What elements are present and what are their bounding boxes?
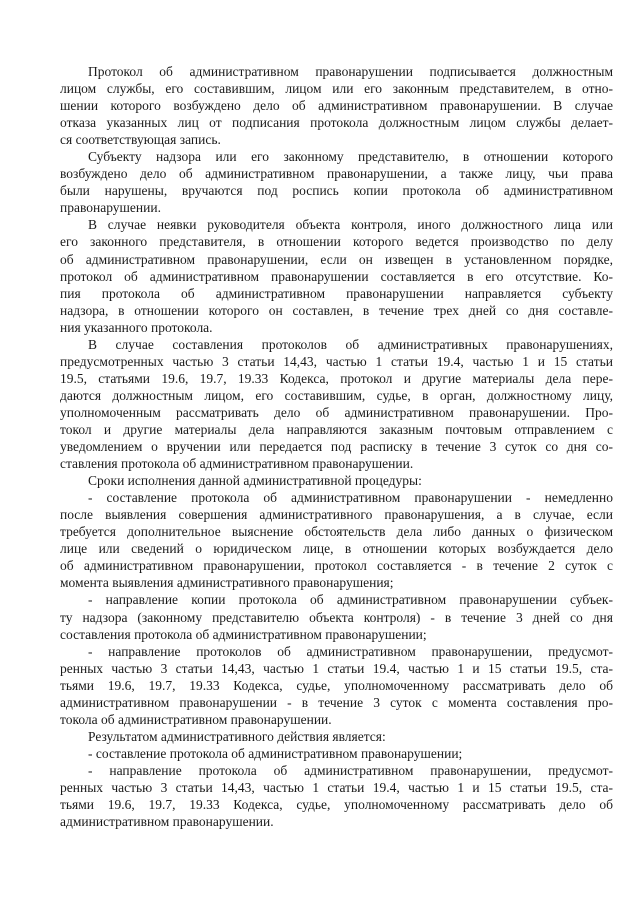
text-line: уполномоченным рассматривать дело об административном правонарушении. Про- [60,404,613,420]
text-line: тьями 19.6, 19.7, 19.33 Кодекса, судье, уполномоченному рассматривать дело об [60,797,613,813]
paragraph-first-line: - составление протокола об административном правонарушении - немедленно [88,490,613,506]
text-line: даются должностным лицом, его составившим, судье, в орган, должностному лицу, [60,387,613,403]
text-line: правонарушении. [60,200,161,216]
text-line: административном правонарушении. [60,814,274,830]
text-line: возбуждено дело об административном правонарушении, а также лицу, чьи права [60,166,613,182]
text-line: административном правонарушении - в течение 3 суток с момента составления про- [60,694,613,710]
paragraph-first-line: - направление протокола об административном правонарушении, предусмот- [88,762,613,778]
paragraph-first-line: - направление протоколов об административном правонарушении, предусмот- [88,643,613,659]
text-line: пия протокола об административном правонарушении направляется субъекту [60,285,613,301]
text-line: об административном правонарушении, если он извещен в установленном порядке, [60,251,613,267]
text-line: протокол об административном правонарушении составляется в его отсутствие. Ко- [60,268,613,284]
paragraph-first-line: - составление протокола об административном правонарушении; [88,745,463,761]
text-line: ся соответствующая запись. [60,132,221,148]
text-line: ту надзора (законному представителю объекта контроля) - в течение 3 дней со дня [60,609,613,625]
text-line: ренных частью 3 статьи 14,43, частью 1 статьи 19.4, частью 1 и 15 статьи 19.5, ста- [60,779,613,795]
text-line: ния указанного протокола. [60,319,213,335]
text-line: шении которого возбуждено дело об административном правонарушении. В случае [60,98,613,114]
paragraph-first-line: В случае составления протоколов об административных правонарушениях, [88,336,613,352]
paragraph-first-line: Результатом административного действия является: [88,728,386,744]
text-line: ставления протокола об административном правонарушении. [60,456,414,472]
paragraph-first-line: Субъекту надзора или его законному представителю, в отношении которого [88,149,613,165]
text-line: тьями 19.6, 19.7, 19.33 Кодекса, судье, уполномоченному рассматривать дело об [60,677,613,693]
text-line: момента выявления административного правонарушения; [60,575,394,591]
text-line: надзора, в отношении которого он составлен, в течение трех дней со дня составле- [60,302,613,318]
text-line: уведомлением о вручении или передается под расписку в течение 3 суток со дня со- [60,439,613,455]
text-line: токол и другие материалы дела направляются заказным почтовым отправлением с [60,421,613,437]
text-line: после выявления совершения административного правонарушения, а в случае, если [60,507,613,523]
paragraph-first-line: - направление копии протокола об административном правонарушении субъек- [88,592,613,608]
text-line: ренных частью 3 статьи 14,43, частью 1 статьи 19.4, частью 1 и 15 статьи 19.5, ста- [60,660,613,676]
text-line: требуется дополнительное выяснение обстоятельств дела либо данных о физическом [60,524,613,540]
paragraph-first-line: Протокол об административном правонарушении подписывается должностным [88,64,613,79]
text-line: его законного представителя, в отношении которого ведется производство по делу [60,234,613,250]
text-line: лицом службы, его составившим, лицом или его законным представителем, в отно- [60,81,613,97]
paragraph-first-line: В случае неявки руководителя объекта контроля, иного должностного лица или [88,217,613,233]
text-line: предусмотренных частью 3 статьи 14,43, частью 1 статьи 19.4, частью 1 и 15 статьи [60,353,613,369]
document-body [60,63,613,830]
text-line: были нарушены, вручаются под роспись копии протокола об административном [60,183,613,199]
text-line: об административном правонарушении, протокол составляется - в течение 2 суток с [60,558,613,574]
text-line: 19.5, статьями 19.6, 19.7, 19.33 Кодекса, протокол и другие материалы дела пере- [60,370,613,386]
text-line: лице или сведений о юридическом лице, в отношении которых возбуждается дело [60,541,613,557]
text-line: отказа указанных лиц от подписания протокола должностным лицом службы делает- [60,115,613,131]
text-line: составления протокола об административном правонарушении; [60,626,427,642]
text-line: токола об административном правонарушении. [60,711,332,727]
paragraph-first-line: Сроки исполнения данной административной процедуры: [88,473,422,489]
